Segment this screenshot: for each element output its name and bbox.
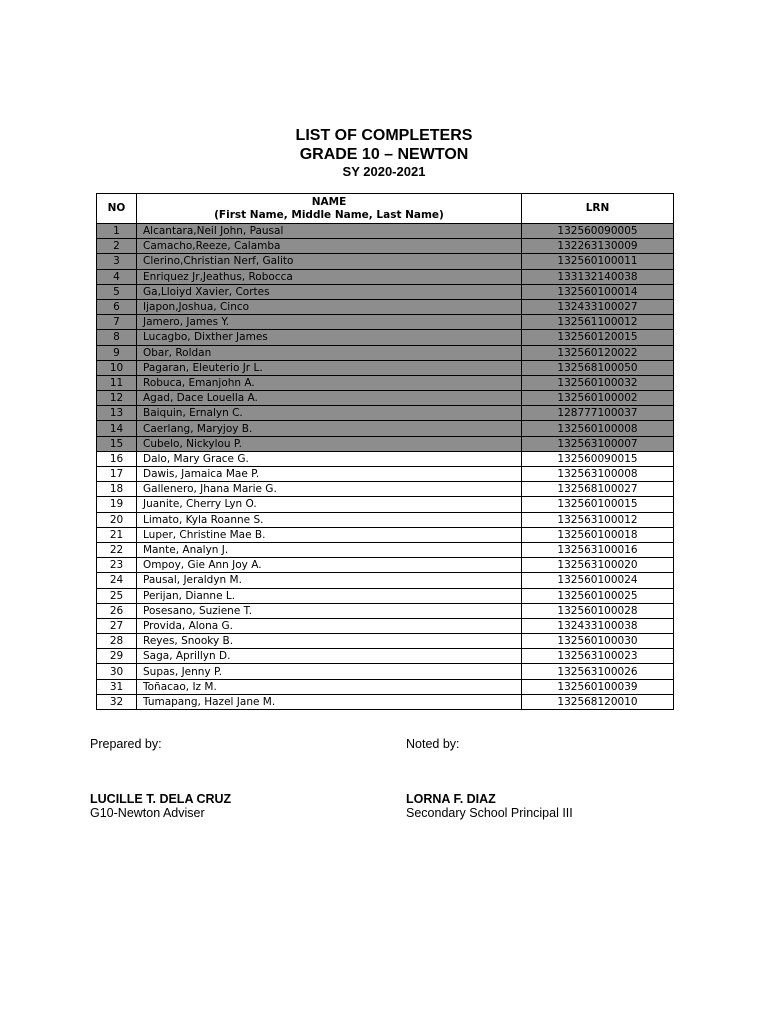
cell-no: 14 xyxy=(97,421,137,436)
cell-no: 16 xyxy=(97,451,137,466)
cell-lrn: 132560100028 xyxy=(522,603,674,618)
table-row xyxy=(97,467,674,482)
table-row xyxy=(97,284,674,299)
cell-name: Posesano, Suziene T. xyxy=(137,603,522,618)
table-row xyxy=(97,573,674,588)
cell-no: 2 xyxy=(97,239,137,254)
table-row xyxy=(97,603,674,618)
cell-lrn: 132563100007 xyxy=(522,436,674,451)
column-header-lrn: LRN xyxy=(522,194,674,224)
cell-no: 18 xyxy=(97,482,137,497)
document-subtitle: GRADE 10 – NEWTON xyxy=(299,146,469,163)
cell-name: Gallenero, Jhana Marie G. xyxy=(137,482,522,497)
cell-name: Saga, Aprillyn D. xyxy=(137,649,522,664)
cell-lrn: 132433100027 xyxy=(522,299,674,314)
cell-no: 26 xyxy=(97,603,137,618)
cell-no: 4 xyxy=(97,269,137,284)
cell-name: Jamero, James Y. xyxy=(137,315,522,330)
table-row xyxy=(97,558,674,573)
table-row xyxy=(97,527,674,542)
cell-no: 13 xyxy=(97,406,137,421)
cell-name: Ompoy, Gie Ann Joy A. xyxy=(137,558,522,573)
cell-no: 24 xyxy=(97,573,137,588)
table-row xyxy=(97,224,674,239)
cell-name: Pagaran, Eleuterio Jr L. xyxy=(137,360,522,375)
cell-no: 19 xyxy=(97,497,137,512)
table-row xyxy=(97,634,674,649)
cell-name: Alcantara,Neil John, Pausal xyxy=(137,224,522,239)
cell-no: 9 xyxy=(97,345,137,360)
cell-lrn: 132433100038 xyxy=(522,618,674,633)
cell-lrn: 132568100050 xyxy=(522,360,674,375)
cell-no: 25 xyxy=(97,588,137,603)
document-title: LIST OF COMPLETERS xyxy=(295,127,473,144)
table-row xyxy=(97,694,674,709)
column-header-name xyxy=(137,194,522,224)
cell-no: 3 xyxy=(97,254,137,269)
cell-name: Enriquez Jr,Jeathus, Robocca xyxy=(137,269,522,284)
table-header-row xyxy=(97,194,674,224)
cell-name: Pausal, Jeraldyn M. xyxy=(137,573,522,588)
cell-name: Limato, Kyla Roanne S. xyxy=(137,512,522,527)
cell-lrn: 132560100030 xyxy=(522,634,674,649)
cell-name: Perijan, Dianne L. xyxy=(137,588,522,603)
cell-no: 6 xyxy=(97,299,137,314)
cell-no: 11 xyxy=(97,375,137,390)
cell-lrn: 132560120022 xyxy=(522,345,674,360)
cell-lrn: 132560100011 xyxy=(522,254,674,269)
noter-title: Secondary School Principal III xyxy=(406,806,573,820)
cell-name: Robuca, Emanjohn A. xyxy=(137,375,522,390)
cell-lrn: 132563100008 xyxy=(522,467,674,482)
completers-table xyxy=(96,193,674,710)
cell-no: 5 xyxy=(97,284,137,299)
table-row xyxy=(97,239,674,254)
cell-no: 23 xyxy=(97,558,137,573)
cell-name: Obar, Roldan xyxy=(137,345,522,360)
cell-no: 20 xyxy=(97,512,137,527)
cell-name: Dawis, Jamaica Mae P. xyxy=(137,467,522,482)
cell-lrn: 132560100014 xyxy=(522,284,674,299)
table-row xyxy=(97,269,674,284)
cell-name: Camacho,Reeze, Calamba xyxy=(137,239,522,254)
cell-lrn: 132560100025 xyxy=(522,588,674,603)
cell-lrn: 132560100039 xyxy=(522,679,674,694)
cell-no: 17 xyxy=(97,467,137,482)
cell-name: Ijapon,Joshua, Cinco xyxy=(137,299,522,314)
cell-lrn: 132563100012 xyxy=(522,512,674,527)
cell-no: 7 xyxy=(97,315,137,330)
cell-name: Reyes, Snooky B. xyxy=(137,634,522,649)
table-row xyxy=(97,618,674,633)
cell-name: Caerlang, Maryjoy B. xyxy=(137,421,522,436)
column-header-name-format: (First Name, Middle Name, Last Name) xyxy=(214,208,444,221)
cell-name: Tumapang, Hazel Jane M. xyxy=(137,694,522,709)
table-row xyxy=(97,391,674,406)
cell-name: Agad, Dace Louella A. xyxy=(137,391,522,406)
cell-name: Mante, Analyn J. xyxy=(137,542,522,557)
cell-name: Cubelo, Nickylou P. xyxy=(137,436,522,451)
cell-no: 10 xyxy=(97,360,137,375)
table-row xyxy=(97,679,674,694)
cell-lrn: 132560120015 xyxy=(522,330,674,345)
cell-no: 12 xyxy=(97,391,137,406)
cell-no: 31 xyxy=(97,679,137,694)
cell-name: Baiquin, Ernalyn C. xyxy=(137,406,522,421)
cell-lrn: 132263130009 xyxy=(522,239,674,254)
cell-lrn: 132560100015 xyxy=(522,497,674,512)
table-row xyxy=(97,649,674,664)
cell-lrn: 133132140038 xyxy=(522,269,674,284)
noted-by-label: Noted by: xyxy=(406,737,460,751)
cell-no: 30 xyxy=(97,664,137,679)
noter-name: LORNA F. DIAZ xyxy=(406,792,496,806)
table-row xyxy=(97,254,674,269)
table-row xyxy=(97,360,674,375)
table-row xyxy=(97,345,674,360)
cell-no: 29 xyxy=(97,649,137,664)
cell-name: Toñacao, Iz M. xyxy=(137,679,522,694)
cell-name: Dalo, Mary Grace G. xyxy=(137,451,522,466)
cell-lrn: 132563100016 xyxy=(522,542,674,557)
cell-no: 27 xyxy=(97,618,137,633)
table-row xyxy=(97,451,674,466)
cell-name: Juanite, Cherry Lyn O. xyxy=(137,497,522,512)
column-header-name-label: NAME xyxy=(311,195,347,208)
cell-lrn: 132568100027 xyxy=(522,482,674,497)
cell-lrn: 132568120010 xyxy=(522,694,674,709)
table-row xyxy=(97,588,674,603)
cell-lrn: 132561100012 xyxy=(522,315,674,330)
cell-lrn: 132560100032 xyxy=(522,375,674,390)
cell-no: 1 xyxy=(97,224,137,239)
preparer-title: G10-Newton Adviser xyxy=(90,806,205,820)
cell-lrn: 132560100008 xyxy=(522,421,674,436)
cell-no: 8 xyxy=(97,330,137,345)
table-row xyxy=(97,542,674,557)
table-row xyxy=(97,436,674,451)
table-row xyxy=(97,375,674,390)
cell-lrn: 132560100018 xyxy=(522,527,674,542)
cell-no: 21 xyxy=(97,527,137,542)
cell-name: Luper, Christine Mae B. xyxy=(137,527,522,542)
cell-no: 15 xyxy=(97,436,137,451)
cell-no: 22 xyxy=(97,542,137,557)
cell-name: Supas, Jenny P. xyxy=(137,664,522,679)
table-row xyxy=(97,421,674,436)
cell-lrn: 132563100020 xyxy=(522,558,674,573)
cell-lrn: 132563100026 xyxy=(522,664,674,679)
table-row xyxy=(97,664,674,679)
cell-no: 28 xyxy=(97,634,137,649)
cell-name: Clerino,Christian Nerf, Galito xyxy=(137,254,522,269)
table-row xyxy=(97,482,674,497)
cell-lrn: 128777100037 xyxy=(522,406,674,421)
table-row xyxy=(97,299,674,314)
cell-lrn: 132563100023 xyxy=(522,649,674,664)
cell-name: Lucagbo, Dixther James xyxy=(137,330,522,345)
table-row xyxy=(97,330,674,345)
table-row xyxy=(97,315,674,330)
cell-lrn: 132560090005 xyxy=(522,224,674,239)
table-row xyxy=(97,406,674,421)
table-body xyxy=(97,224,674,710)
cell-name: Ga,Lloiyd Xavier, Cortes xyxy=(137,284,522,299)
table-row xyxy=(97,512,674,527)
cell-lrn: 132560090015 xyxy=(522,451,674,466)
cell-name: Provida, Alona G. xyxy=(137,618,522,633)
prepared-by-label: Prepared by: xyxy=(90,737,162,751)
preparer-name: LUCILLE T. DELA CRUZ xyxy=(90,792,232,806)
column-header-no: NO xyxy=(97,194,137,224)
cell-lrn: 132560100002 xyxy=(522,391,674,406)
cell-lrn: 132560100024 xyxy=(522,573,674,588)
school-year: SY 2020-2021 xyxy=(342,164,426,179)
table-row xyxy=(97,497,674,512)
cell-no: 32 xyxy=(97,694,137,709)
